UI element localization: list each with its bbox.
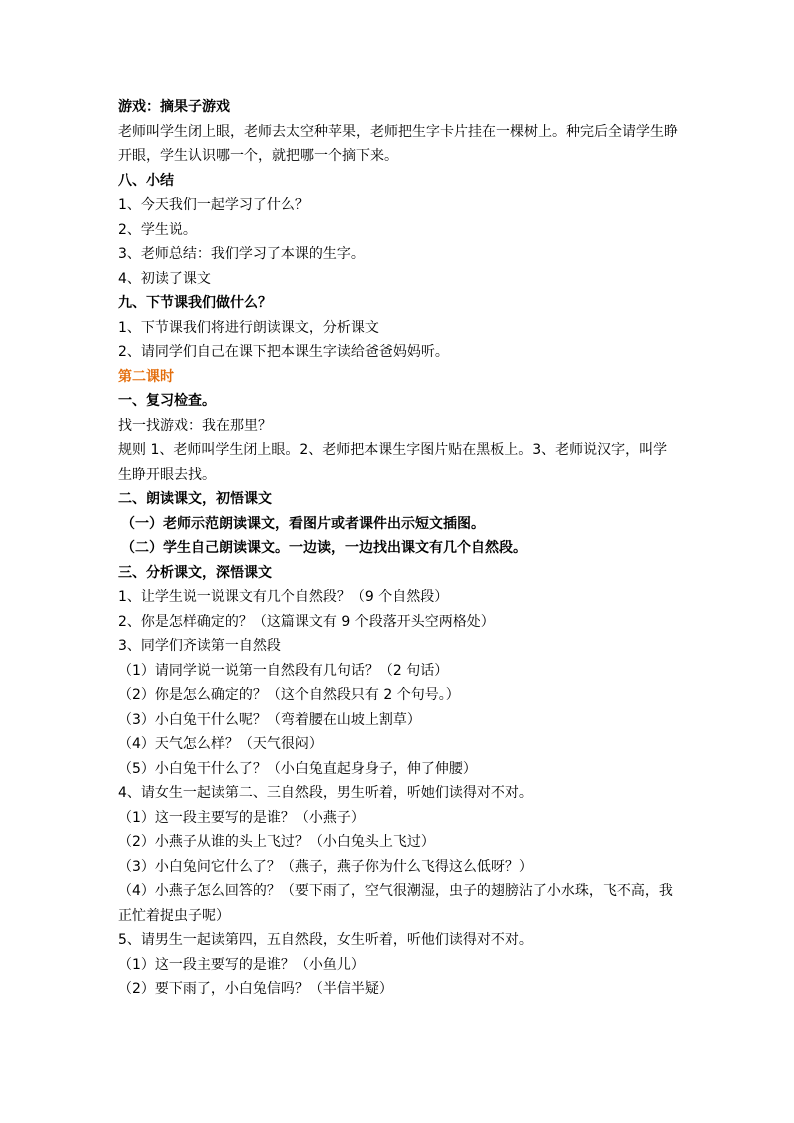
reading-step: （二）学生自己朗读课文。一边读，一边找出课文有几个自然段。	[121, 540, 527, 556]
analysis-subitem: （2）你是怎么确定的？（这个自然段只有 2 个句号。）	[118, 687, 460, 703]
analysis-subitem: （1）这一段主要写的是谁？（小鱼儿）	[118, 956, 365, 973]
summary-item: 4、初读了课文	[118, 270, 211, 287]
analysis-item: 1、让学生说一说课文有几个自然段？（9 个自然段）	[118, 589, 449, 605]
next-lesson-item: 2、请同学们自己在课下把本课生字读给爸爸妈妈听。	[118, 344, 449, 360]
reading-step: （一）老师示范朗读课文，看图片或者课件出示短文插图。	[121, 515, 485, 532]
analysis-subitem: （4）小燕子怎么回答的？（要下雨了，空气很潮湿，虫子的翅膀沾了小水珠，飞不高，我正忙着捉虫子呢）	[118, 883, 673, 924]
document-body	[118, 95, 678, 1002]
section-heading-review: 一、复习检查。	[118, 393, 216, 409]
analysis-subitem: （2）要下雨了，小白兔信吗？（半信半疑）	[118, 981, 393, 997]
analysis-item: 4、请女生一起读第二、三自然段，男生听着，听她们读得对不对。	[118, 785, 533, 801]
analysis-item: 5、请男生一起读第四，五自然段，女生听着，听他们读得对不对。	[118, 932, 533, 948]
lesson-two-heading: 第二课时	[118, 368, 174, 385]
section-heading-summary: 八、小结	[118, 172, 174, 189]
analysis-subitem: （1）这一段主要写的是谁？（小燕子）	[118, 809, 365, 826]
summary-item: 2、学生说。	[118, 221, 197, 238]
analysis-subitem: （1）请同学说一说第一自然段有几句话？（2 句话）	[118, 662, 449, 679]
section-heading-analysis: 三、分析课文，深悟课文	[118, 564, 272, 581]
analysis-subitem: （2）小燕子从谁的头上飞过？（小白兔头上飞过）	[118, 834, 435, 850]
analysis-subitem: （4）天气怎么样？（天气很闷）	[118, 736, 323, 752]
analysis-subitem: （3）小白兔问它什么了？（燕子，燕子你为什么飞得这么低呀？）	[118, 858, 533, 875]
analysis-subitem: （3）小白兔干什么呢？（弯着腰在山坡上割草）	[118, 711, 421, 728]
review-rules: 规则 1、老师叫学生闭上眼。2、老师把本课生字图片贴在黑板上。3、老师说汉字，叫学生睁开眼去找。	[118, 442, 668, 483]
next-lesson-item: 1、下节课我们将进行朗读课文，分析课文	[118, 319, 379, 336]
analysis-item: 3、同学们齐读第一自然段	[118, 638, 281, 654]
game-title: 游戏：摘果子游戏	[118, 99, 230, 115]
summary-item: 1、今天我们一起学习了什么？	[118, 197, 309, 213]
game-description: 老师叫学生闭上眼，老师去太空种苹果，老师把生字卡片挂在一棵树上。种完后全请学生睁开眼，学生认识哪一个，就把哪一个摘下来。	[118, 123, 678, 164]
summary-item: 3、老师总结：我们学习了本课的生字。	[118, 246, 365, 262]
section-heading-reading: 二、朗读课文，初悟课文	[118, 491, 272, 507]
section-heading-next-lesson: 九、下节课我们做什么？	[118, 295, 272, 311]
review-game: 找一找游戏：我在那里？	[118, 417, 272, 434]
analysis-subitem: （5）小白兔干什么了？（小白兔直起身身子，伸了伸腰）	[118, 760, 477, 777]
analysis-item: 2、你是怎样确定的？（这篇课文有 9 个段落开头空两格处）	[118, 613, 495, 630]
